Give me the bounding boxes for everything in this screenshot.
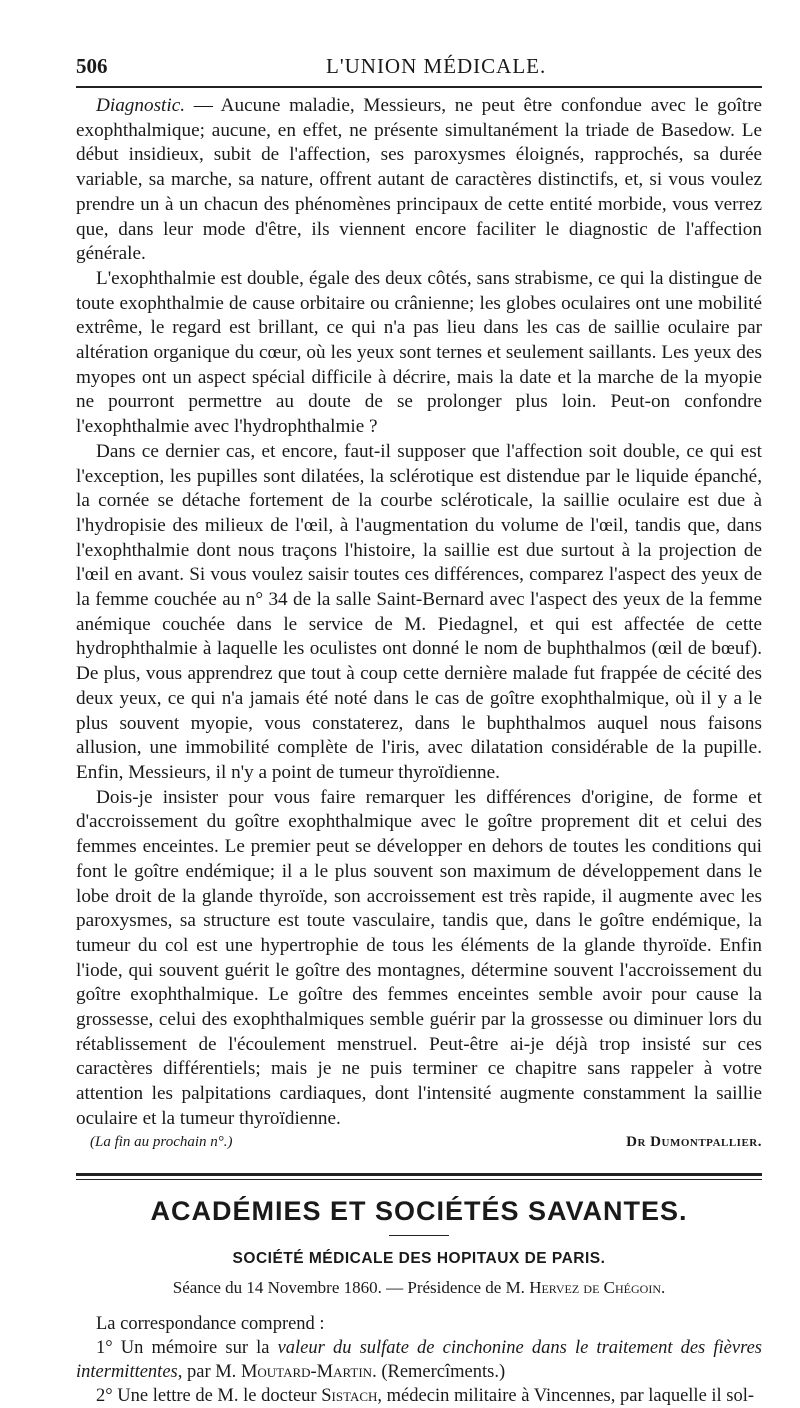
item1-author: Moutard-Martin bbox=[240, 1361, 373, 1382]
diagnostic-label: Diagnostic. bbox=[96, 95, 186, 116]
correspondence-item-2 bbox=[76, 1384, 762, 1408]
paragraph-exophthalmie: L'exophthalmie est double, égale des deux côtés, sans strabisme, ce qui la distingue de toute exophthalmie de cause orbitaire ou crânienne; les globes oculaires ont une mobilité extrême, le regard est brillant, ce qui n'a pas lieu dans les cas de saillie oculaire par altération organique du cœur, où les yeux sont ternes et seulement saillants. Les yeux des myopes ont un aspect spécial difficile à décrire, mais la date et la marche de la myopie ne pourront permettre au doute de se prolonger plus loin. Peut-on confondre l'exophthalmie avec l'hydrophthalmie ? bbox=[76, 267, 762, 438]
item1-c: . (Remercîments.) bbox=[372, 1361, 506, 1382]
correspondence bbox=[76, 1312, 762, 1408]
article-body bbox=[76, 94, 762, 1132]
item1-b: , par M. bbox=[177, 1361, 241, 1382]
society-title: SOCIÉTÉ MÉDICALE DES HOPITAUX DE PARIS. bbox=[232, 1249, 606, 1267]
author-name: Dr Dumontpallier. bbox=[626, 1133, 762, 1150]
item2-b: , médecin militaire à Vincennes, par laquelle il sol- bbox=[377, 1385, 755, 1406]
seance-suffix: . bbox=[661, 1277, 666, 1297]
page-header bbox=[76, 50, 762, 80]
correspondence-item-1 bbox=[76, 1336, 762, 1384]
correspondence-intro: La correspondance comprend : bbox=[96, 1313, 325, 1334]
section-title: ACADÉMIES ET SOCIÉTÉS SAVANTES. bbox=[150, 1195, 688, 1226]
page-number: 506 bbox=[76, 54, 108, 78]
diagnostic-text: — Aucune maladie, Messieurs, ne peut être confondue avec le goître exophthalmique; aucune, en effet, ne présente simultanément la triade de Basedow. Le début insidieux, subit de l'affection, ses paroxysmes éloignés, rapprochés, sa durée variable, sa marche, sa nature, offrent autant de caractères distinctifs, et, si vous voulez prendre un à un chacun des phénomènes principaux de cette entité morbide, vous verrez que, dans leur mode d'être, ils viennent encore faciliter le diagnostic de l'affection générale. bbox=[76, 95, 762, 265]
section-divider bbox=[76, 1173, 762, 1180]
seance-line bbox=[76, 1278, 762, 1298]
running-title: L'UNION MÉDICALE. bbox=[326, 54, 547, 78]
header-rule bbox=[76, 86, 762, 88]
paragraph-diagnostic bbox=[76, 94, 762, 267]
seance-president: Hervez de Chégoin bbox=[529, 1277, 661, 1297]
paragraph-hydrophthalmie: Dans ce dernier cas, et encore, faut-il supposer que l'affection soit double, ce qui est l'exception, les pupilles sont dilatées, la sclérotique est distendue par le liquide épanché, la cornée se détache fortement de la courbe scléroticale, la saillie oculaire est due à l'hydropisie des milieux de l'œil, à l'augmentation du volume de l'œil, tandis que, dans l'exophthalmie dont nous traçons l'histoire, la saillie est due surtout à la projection de l'œil en avant. Si vous voulez saisir toutes ces différences, comparez l'aspect des yeux de la femme couchée au n° 34 de la salle Saint-Bernard avec l'aspect des yeux de la femme anémique couchée dans le service de M. Piedagnel, et qui est affectée de cette hydrophthalmie à laquelle les oculistes ont donné le nom de buphthalmos (œil de bœuf). De plus, vous apprendrez que tout à coup cette dernière malade fut frappée de cécité des deux yeux, ce qui n'a jamais été noté dans le cas de goître exophthalmique, où il y a le plus souvent myopie, vous constaterez, dans le buphthalmos auquel nous faisons allusion, une immobilité complète de l'iris, avec dilatation considérable de la pupille. Enfin, Messieurs, il n'y a point de tumeur thyroïdienne. bbox=[76, 440, 762, 783]
item1-a: 1° Un mémoire sur la bbox=[96, 1337, 278, 1358]
continued-note: (La fin au prochain n°.) bbox=[90, 1133, 233, 1150]
item2-author: Sistach bbox=[321, 1385, 378, 1406]
seance-prefix: Séance du 14 Novembre 1860. — Présidence de M. bbox=[172, 1277, 530, 1297]
item2-a: 2° Une lettre de M. le docteur bbox=[96, 1385, 322, 1406]
paragraph-goitre: Dois-je insister pour vous faire remarquer les différences d'origine, de forme et d'accroissement du goître exophthalmique avec le goître proprement dit et celui des femmes enceintes. Le premier peut se développer en dehors de toutes les conditions qui font le goître endémique; il a le plus souvent son maximum de développement dans le lobe droit de la glande thyroïde, son accroissement est très rapide, il augmente avec les paroxysmes, sa structure est toute vasculaire, tandis que, dans le goître endémique, la tumeur du col est une hypertrophie de tous les éléments de la glande thyroïde. Enfin l'iode, qui souvent guérit le goître des montagnes, détermine souvent l'accroissement du goître exophthalmique. Le goître des femmes enceintes semble avoir pour cause la grossesse, celui des exophthalmiques semble guérir par la grossesse ou diminuer lors du rétablissement de l'écoulement menstruel. Peut-être ai-je déjà trop insisté sur ces caractères différentiels; mais je ne puis terminer ce chapitre sans rappeler à votre attention les palpitations cardiaques, dont l'intensité augmente constamment la saillie oculaire et la tumeur thyroïdienne. bbox=[76, 786, 762, 1129]
item1-title: valeur du sulfate de cinchonine dans le traitement des fièvres intermittentes bbox=[76, 1337, 762, 1382]
title-underline bbox=[389, 1235, 449, 1236]
article-signature bbox=[76, 1134, 762, 1151]
